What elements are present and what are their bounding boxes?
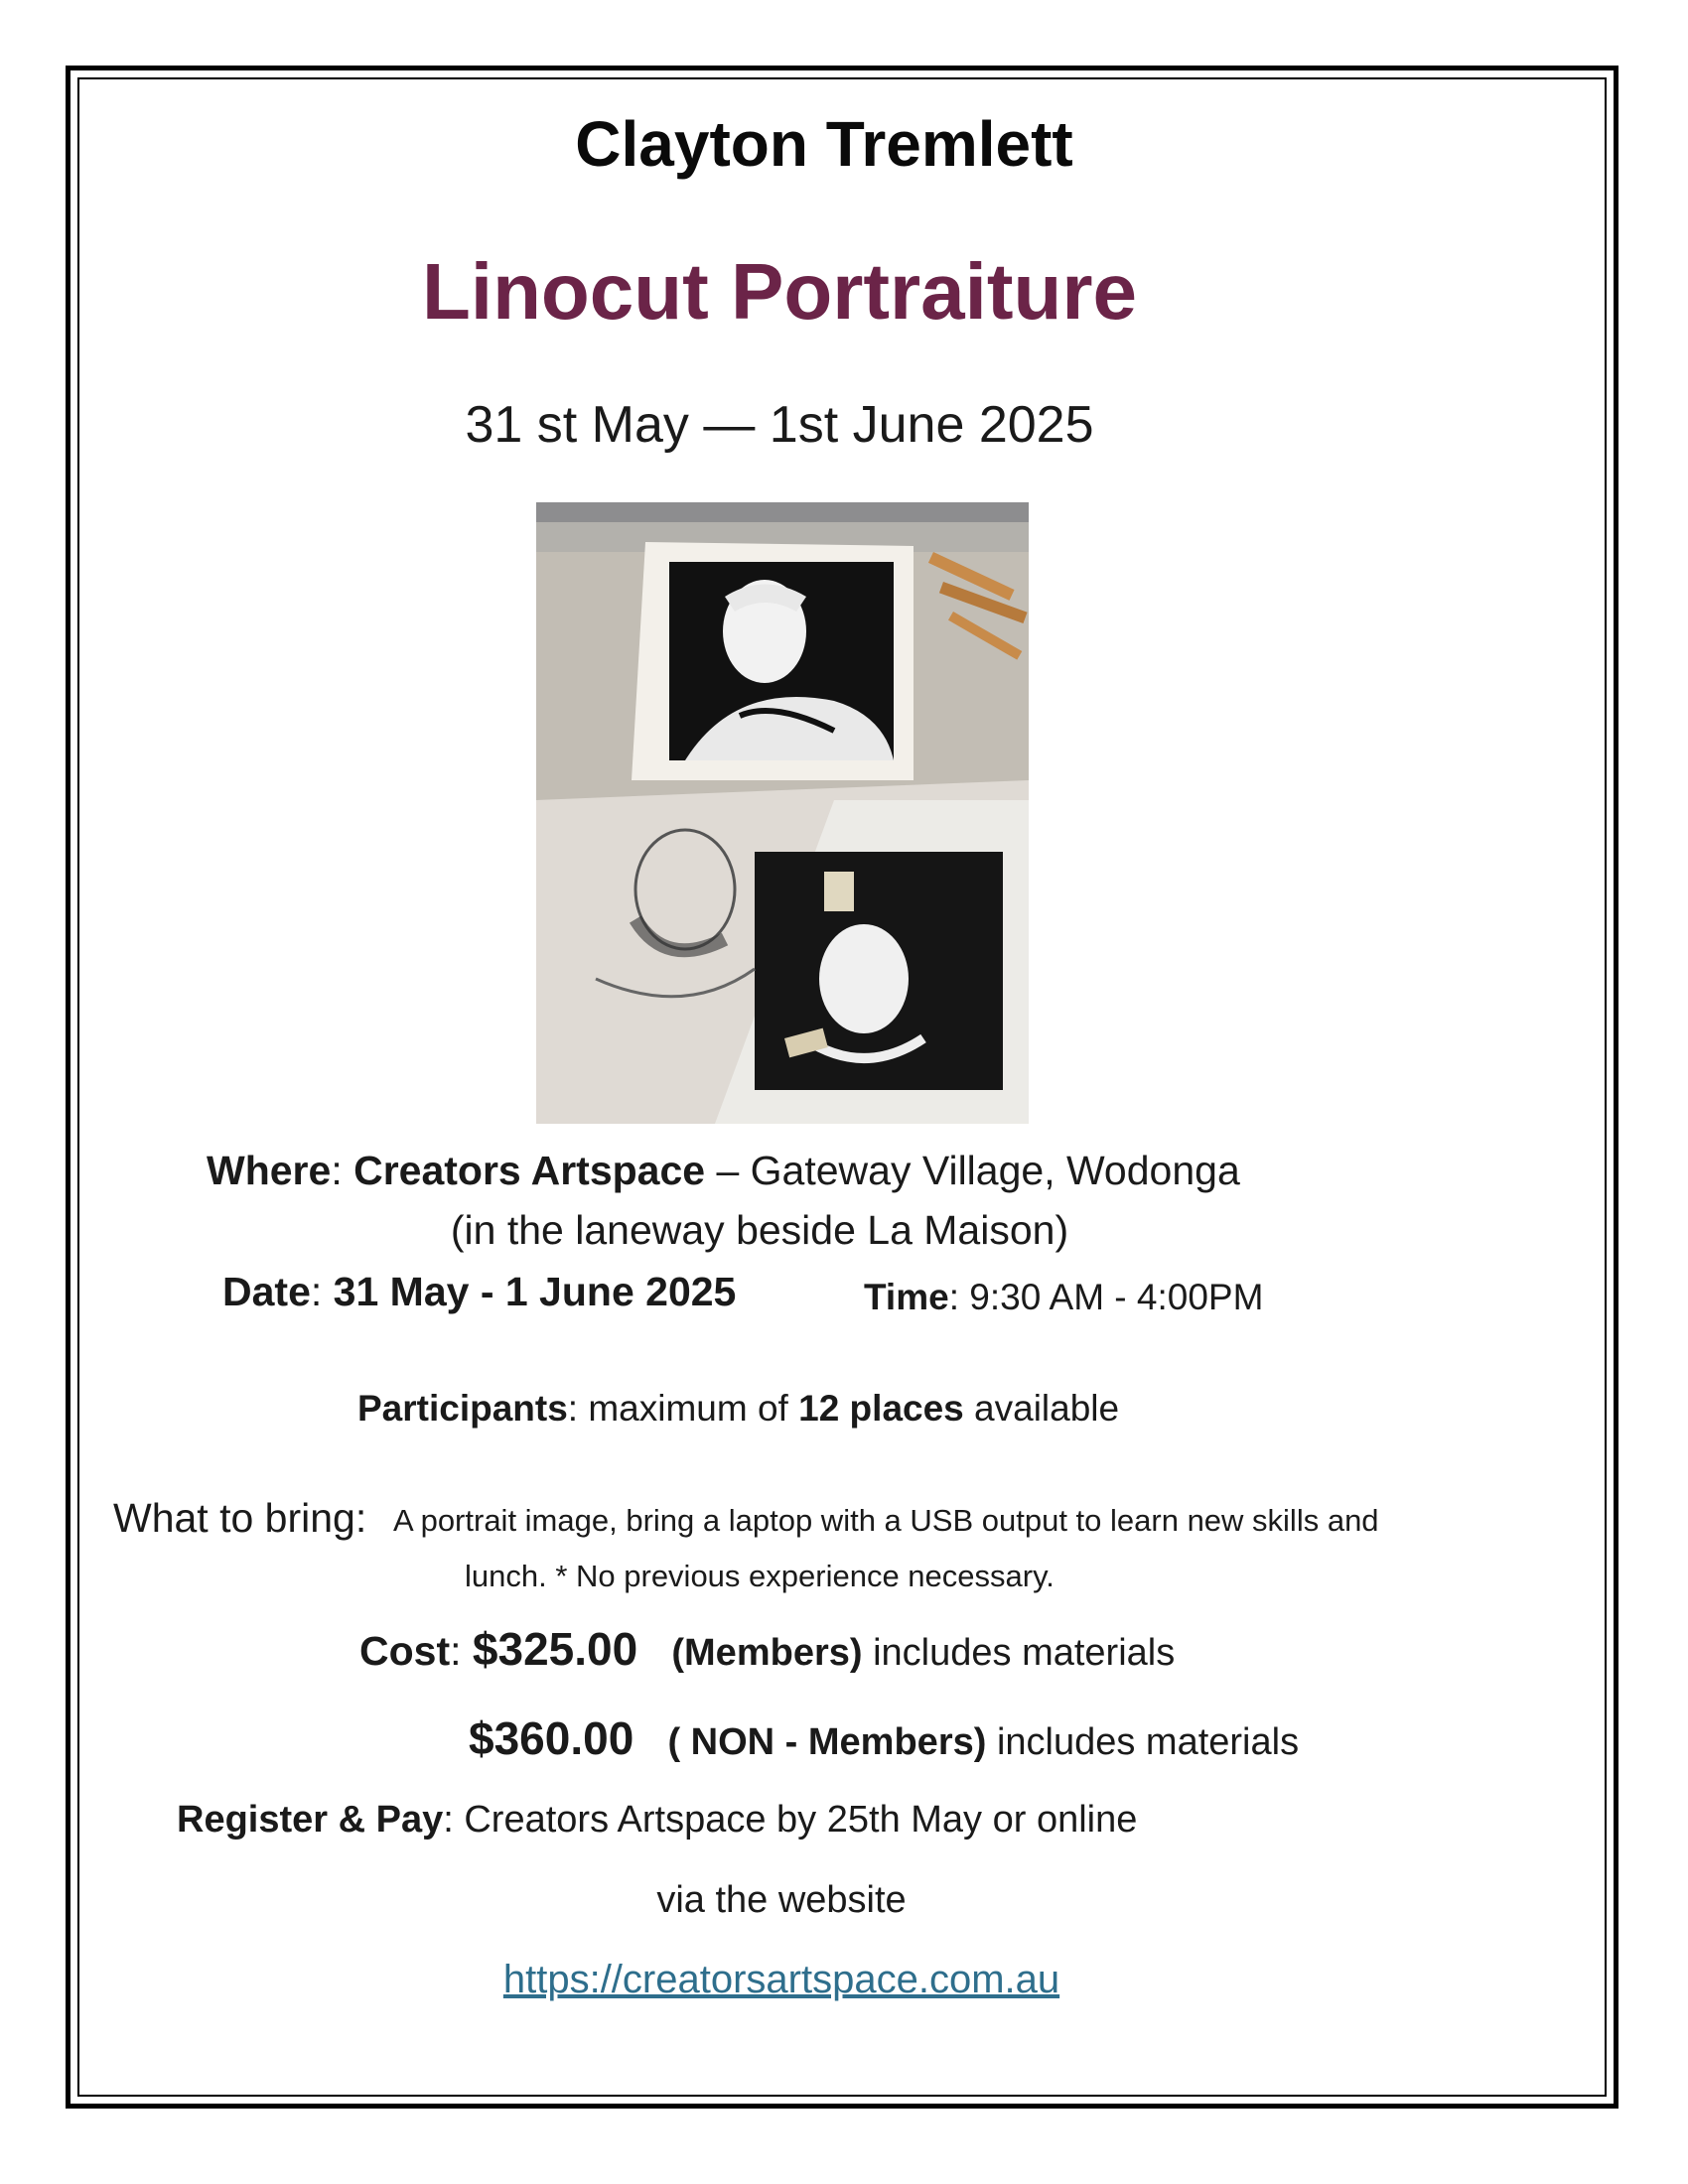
bring-description-2: lunch. * No previous experience necessary. (465, 1559, 1055, 1593)
cost-members-line: Cost: $325.00 (Members) includes materials (359, 1623, 1176, 1675)
time-label: Time (864, 1277, 949, 1317)
cost-members-amount: $325.00 (472, 1623, 638, 1675)
register-line: Register & Pay: Creators Artspace by 25th May or online (177, 1799, 1138, 1841)
where-venue: Creators Artspace (353, 1148, 706, 1193)
photo-illustration (536, 502, 1029, 1124)
bring-description-1: A portrait image, bring a laptop with a USB output to learn new skills and (393, 1503, 1379, 1538)
linocut-portrait-prints-photo (536, 502, 1029, 1124)
where-line: Where: Creators Artspace – Gateway Village, Wodonga (207, 1148, 1240, 1193)
register-label: Register & Pay (177, 1799, 444, 1841)
where-location: – Gateway Village, Wodonga (705, 1148, 1240, 1193)
bring-label: What to bring: (113, 1495, 367, 1541)
date-label: Date (222, 1269, 311, 1314)
participants-label: Participants (357, 1388, 568, 1429)
cost-members-tail: includes materials (862, 1632, 1176, 1674)
time-line: Time: 9:30 AM - 4:00PM (864, 1277, 1264, 1317)
cost-members-label: (Members) (671, 1632, 863, 1674)
participants-count: 12 places (798, 1388, 964, 1429)
cost-nonmembers-tail: includes materials (986, 1721, 1300, 1763)
website-link[interactable]: https://creatorsartspace.com.au (502, 1958, 1060, 2001)
instructor-name: Clayton Tremlett (575, 108, 1073, 180)
date-value: 31 May - 1 June 2025 (333, 1269, 737, 1314)
participants-line: Participants: maximum of 12 places available (357, 1388, 1120, 1429)
workshop-dates: 31 st May — 1st June 2025 (465, 396, 1094, 454)
cost-nonmembers-amount: $360.00 (469, 1712, 634, 1764)
cost-label: Cost (359, 1628, 451, 1674)
participants-post: available (963, 1388, 1120, 1429)
participants-pre: maximum of (588, 1388, 799, 1429)
register-text: Creators Artspace by 25th May or online (464, 1799, 1138, 1841)
cost-nonmembers-label: ( NON - Members) (667, 1721, 987, 1763)
cost-nonmembers-line (469, 1711, 1299, 1765)
where-label: Where (207, 1148, 332, 1193)
workshop-title: Linocut Portraiture (421, 247, 1138, 336)
date-line: Date: 31 May - 1 June 2025 (222, 1269, 737, 1314)
via-website: via the website (656, 1879, 907, 1921)
where-line-2: (in the laneway beside La Maison) (450, 1207, 1069, 1253)
time-value: 9:30 AM - 4:00PM (969, 1277, 1264, 1317)
